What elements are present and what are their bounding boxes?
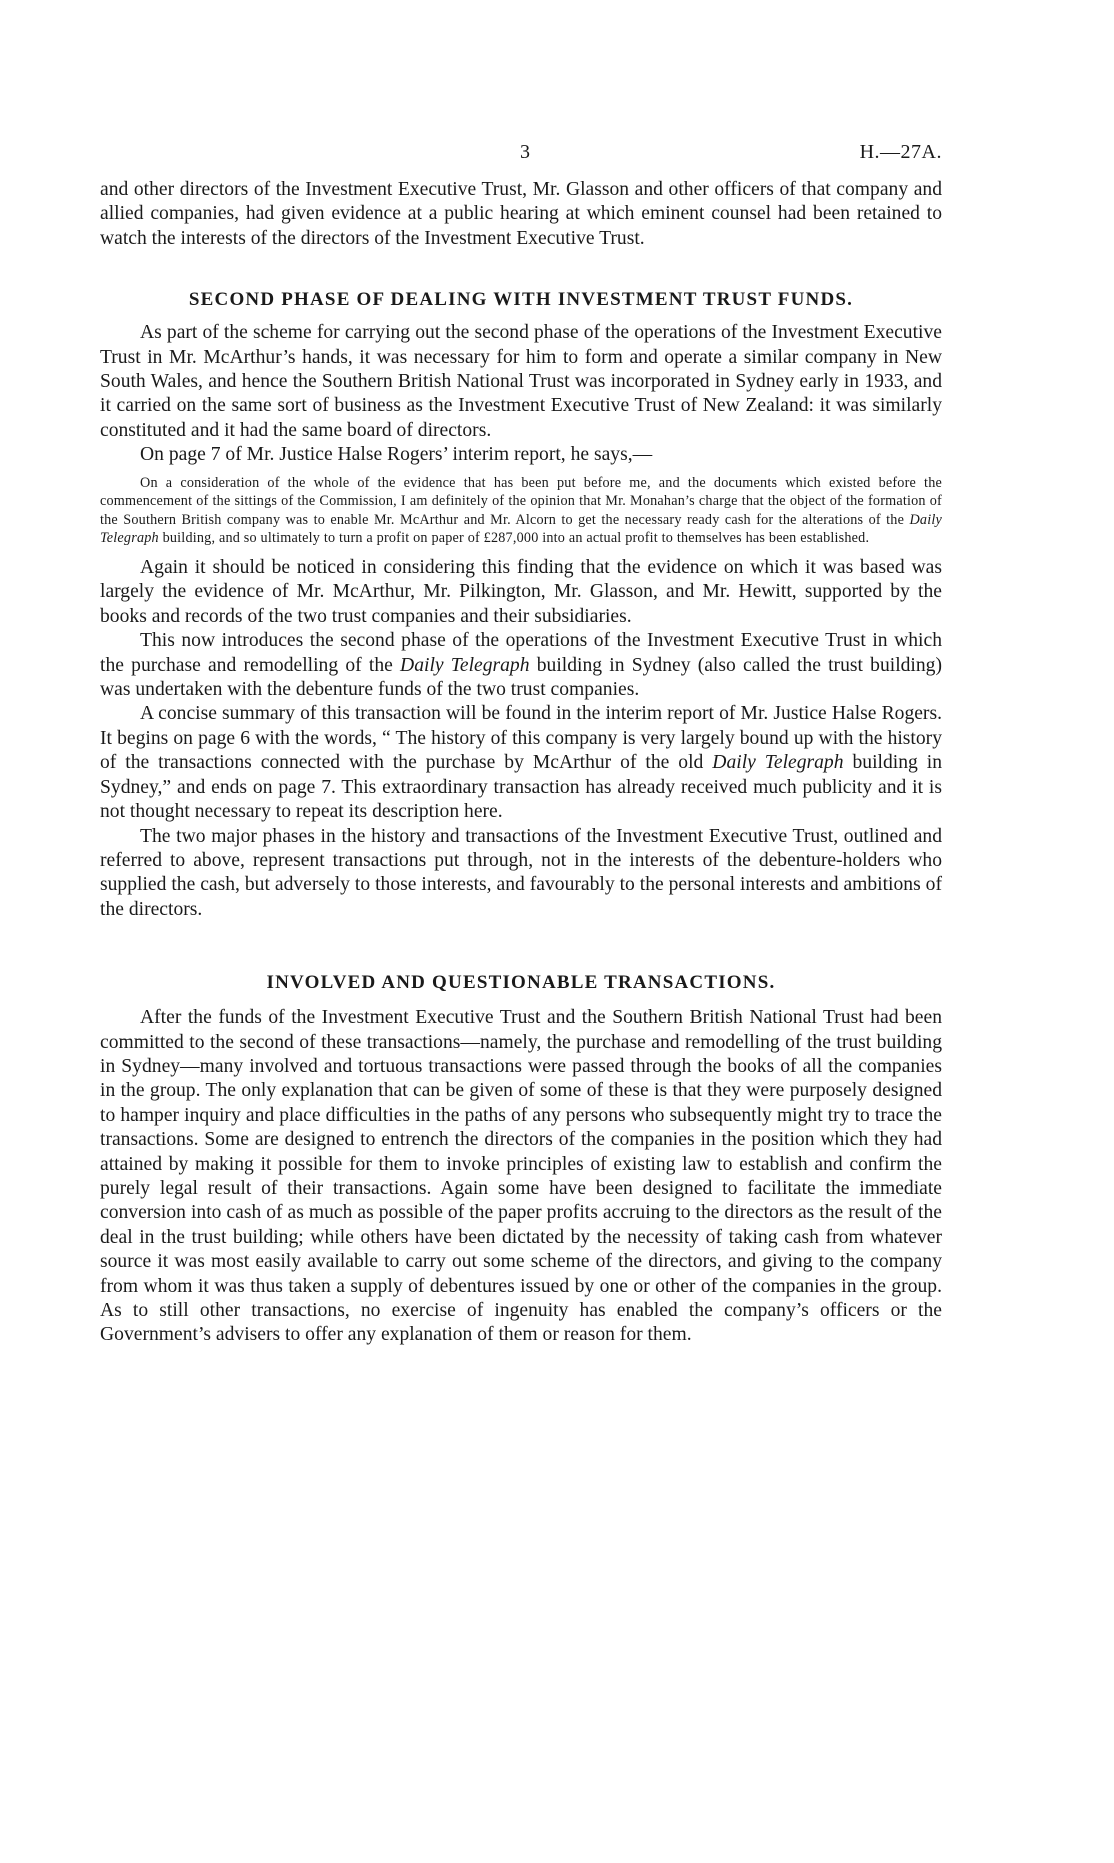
quote-text: On a consideration of the whole of the evidence that has been put before me, and the documents which existed before the commencement of the sittings of the Commission, I am definitely of the opinion that Mr. Monahan’s charge that the object of the formation of the Southern British company was to enable Mr. McArthur and Mr. Alcorn to get the necessary ready cash for the alterations of the: [100, 474, 942, 528]
document-reference: H.—27A.: [859, 141, 942, 163]
paragraph: Again it should be noticed in considering this finding that the evidence on which it was based was largely the evidence of Mr. McArthur, Mr. Pilkington, Mr. Glasson, and Mr. Hewitt, supported by the books and records of the two trust companies and their subsidiaries.: [100, 557, 942, 627]
paragraph: On page 7 of Mr. Justice Halse Rogers’ interim report, he says,—: [140, 444, 653, 466]
quote-text: building, and so ultimately to turn a profit on paper of £287,000 into an actual profit to themselves has been established.: [162, 530, 870, 547]
paragraph: As part of the scheme for carrying out the second phase of the operations of the Investment Executive Trust in Mr. McArthur’s hands, it was necessary for him to form and operate a similar company in New South Wales, and hence the Southern British National Trust was incorporated in Sydney early in 1933, and it carried on the same sort of business as the Investment Executive Trust of New Zealand: it was similarly constituted and it had the same board of directors.: [100, 322, 942, 441]
paragraph-text: A concise summary of this transaction will be found in the interim report of Mr. Justice Halse Rogers. It begins on page 6 with the words, “ The history of this company is very largely bound up with the history of the transactions connected with the purchase by McArthur of the old: [100, 703, 942, 774]
section-heading: SECOND PHASE OF DEALING WITH INVESTMENT TRUST FUNDS.: [188, 289, 854, 311]
paragraph: [100, 702, 942, 824]
block-quote: [100, 474, 942, 548]
quote-italic-title: Daily Telegraph: [100, 511, 942, 547]
section-heading: INVOLVED AND QUESTIONABLE TRANSACTIONS.: [266, 972, 776, 994]
paragraph: and other directors of the Investment Executive Trust, Mr. Glasson and other officers of that company and allied companies, had given evidence at a public hearing at which eminent counsel had been retained to watch the interests of the directors of the Investment Executive Trust.: [100, 179, 942, 249]
paragraph-text: building in Sydney (also called the trust building) was undertaken with the debenture funds of the two trust companies.: [100, 654, 942, 701]
paragraph-text: This now introduces the second phase of the operations of the Investment Executive Trust in which the purchase and remodelling of the: [100, 630, 942, 676]
page-body: [100, 178, 942, 1348]
paragraph-text: building in Sydney,” and ends on page 7. This extraordinary transaction has already received much publicity and it is not thought necessary to repeat its description here.: [100, 752, 942, 823]
italic-title: Daily Telegraph: [400, 654, 530, 676]
paragraph: The two major phases in the history and transactions of the Investment Executive Trust, outlined and referred to above, represent transactions put through, not in the interests of the debenture-holders who supplied the cash, but adversely to those interests, and favourably to the personal interests and ambitions of the directors.: [100, 825, 942, 920]
page-number: 3: [520, 141, 530, 163]
paragraph: [100, 629, 942, 702]
paragraph: After the funds of the Investment Executive Trust and the Southern British National Trust had been committed to the second of these transactions—namely, the purchase and remodelling of the trust building in Sydney—many involved and tortuous transactions were passed through the books of all the companies in the group. The only explanation that can be given of some of these is that they were purposely designed to hamper inquiry and place difficulties in the paths of any persons who subsequently might try to trace the transactions. Some are designed to entrench the directors of the companies in the position which they had attained by making it possible for them to invoke principles of existing law to establish and confirm the purely legal result of their transactions. Again some have been designed to facilitate the immediate conversion into cash of as much as possible of the paper profits accruing to the directors as the result of the deal in the trust building; while others have been dictated by the necessity of taking cash from whatever source it was most easily available to carry out some scheme of the directors, and giving to the company from whom it was thus taken a supply of debentures issued by one or other of the companies in the group. As to still other transactions, no exercise of ingenuity has enabled the company’s officers or the Government’s advisers to offer any explanation of them or reason for them.: [100, 1007, 942, 1346]
italic-title: Daily Telegraph: [712, 752, 844, 774]
page-header: [0, 141, 1114, 167]
